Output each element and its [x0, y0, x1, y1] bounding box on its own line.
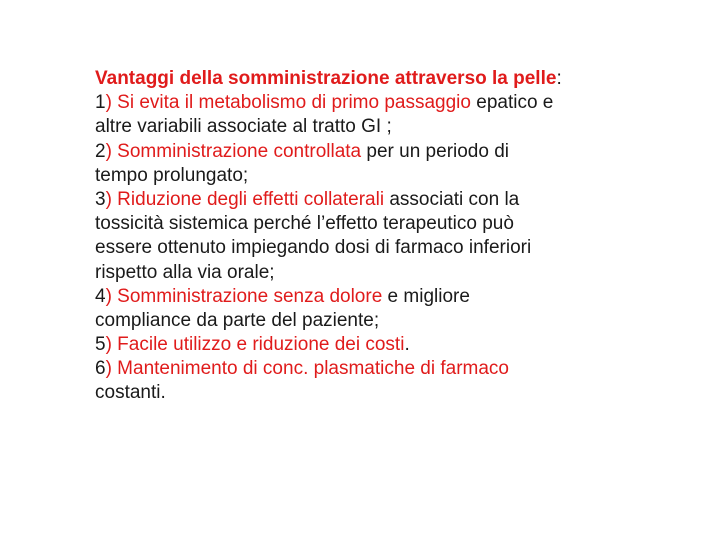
item6-number: 6: [95, 358, 106, 380]
heading-title: Vantaggi della somministrazione attraverso la pelle: [95, 68, 557, 89]
item3-highlight: Riduzione degli effetti collaterali: [111, 188, 385, 210]
heading-line: [95, 67, 640, 91]
item5-highlight: Facile utilizzo e riduzione dei costi: [111, 334, 405, 356]
item3-paren: ): [105, 188, 112, 210]
item6-line2: [95, 381, 640, 405]
slide-text-block: [95, 67, 640, 406]
item6-line1: [95, 357, 640, 381]
item2-line2: [95, 164, 640, 188]
item3-text: associati con la: [384, 188, 520, 210]
item1-text: epatico e: [470, 92, 554, 114]
item5-paren: ): [105, 334, 112, 356]
item6-continuation: costanti.: [95, 382, 166, 404]
item2-line1: [95, 140, 640, 164]
item2-paren: ): [105, 140, 112, 162]
item4-line1: [95, 285, 640, 309]
item3-line4: [95, 261, 640, 285]
item2-highlight: Somministrazione controllata: [111, 140, 362, 162]
item4-paren: ): [105, 285, 112, 307]
item3-line2: [95, 212, 640, 236]
item3-continuation-3: rispetto alla via orale;: [95, 261, 275, 283]
item4-highlight: Somministrazione senza dolore: [111, 285, 383, 307]
item4-line2: [95, 309, 640, 333]
item3-line1: [95, 188, 640, 212]
item3-continuation-1: tossicità sistemica perché l’effetto terapeutico può: [95, 213, 514, 235]
item5-period: .: [404, 334, 410, 356]
item4-continuation: compliance da parte del paziente;: [95, 309, 380, 331]
item4-text: e migliore: [382, 285, 470, 307]
item6-paren: ): [105, 358, 112, 380]
item1-number: 1: [95, 92, 106, 114]
item2-number: 2: [95, 140, 106, 162]
item4-number: 4: [95, 285, 106, 307]
item1-continuation: altre variabili associate al tratto GI ;: [95, 116, 392, 138]
item3-continuation-2: essere ottenuto impiegando dosi di farmaco inferiori: [95, 237, 532, 259]
item5-number: 5: [95, 334, 106, 356]
item6-highlight: Mantenimento di conc. plasmatiche di farmaco: [111, 358, 509, 380]
heading-colon: :: [556, 68, 562, 89]
item2-text: per un periodo di: [361, 140, 510, 162]
item5-line1: [95, 333, 640, 357]
item1-highlight: Si evita il metabolismo di primo passaggio: [111, 92, 471, 114]
item3-number: 3: [95, 188, 106, 210]
item1-line2: [95, 115, 640, 139]
item2-continuation: tempo prolungato;: [95, 164, 249, 186]
item3-line3: [95, 236, 640, 260]
item1-paren: ): [105, 92, 112, 114]
item1-line1: [95, 91, 640, 115]
